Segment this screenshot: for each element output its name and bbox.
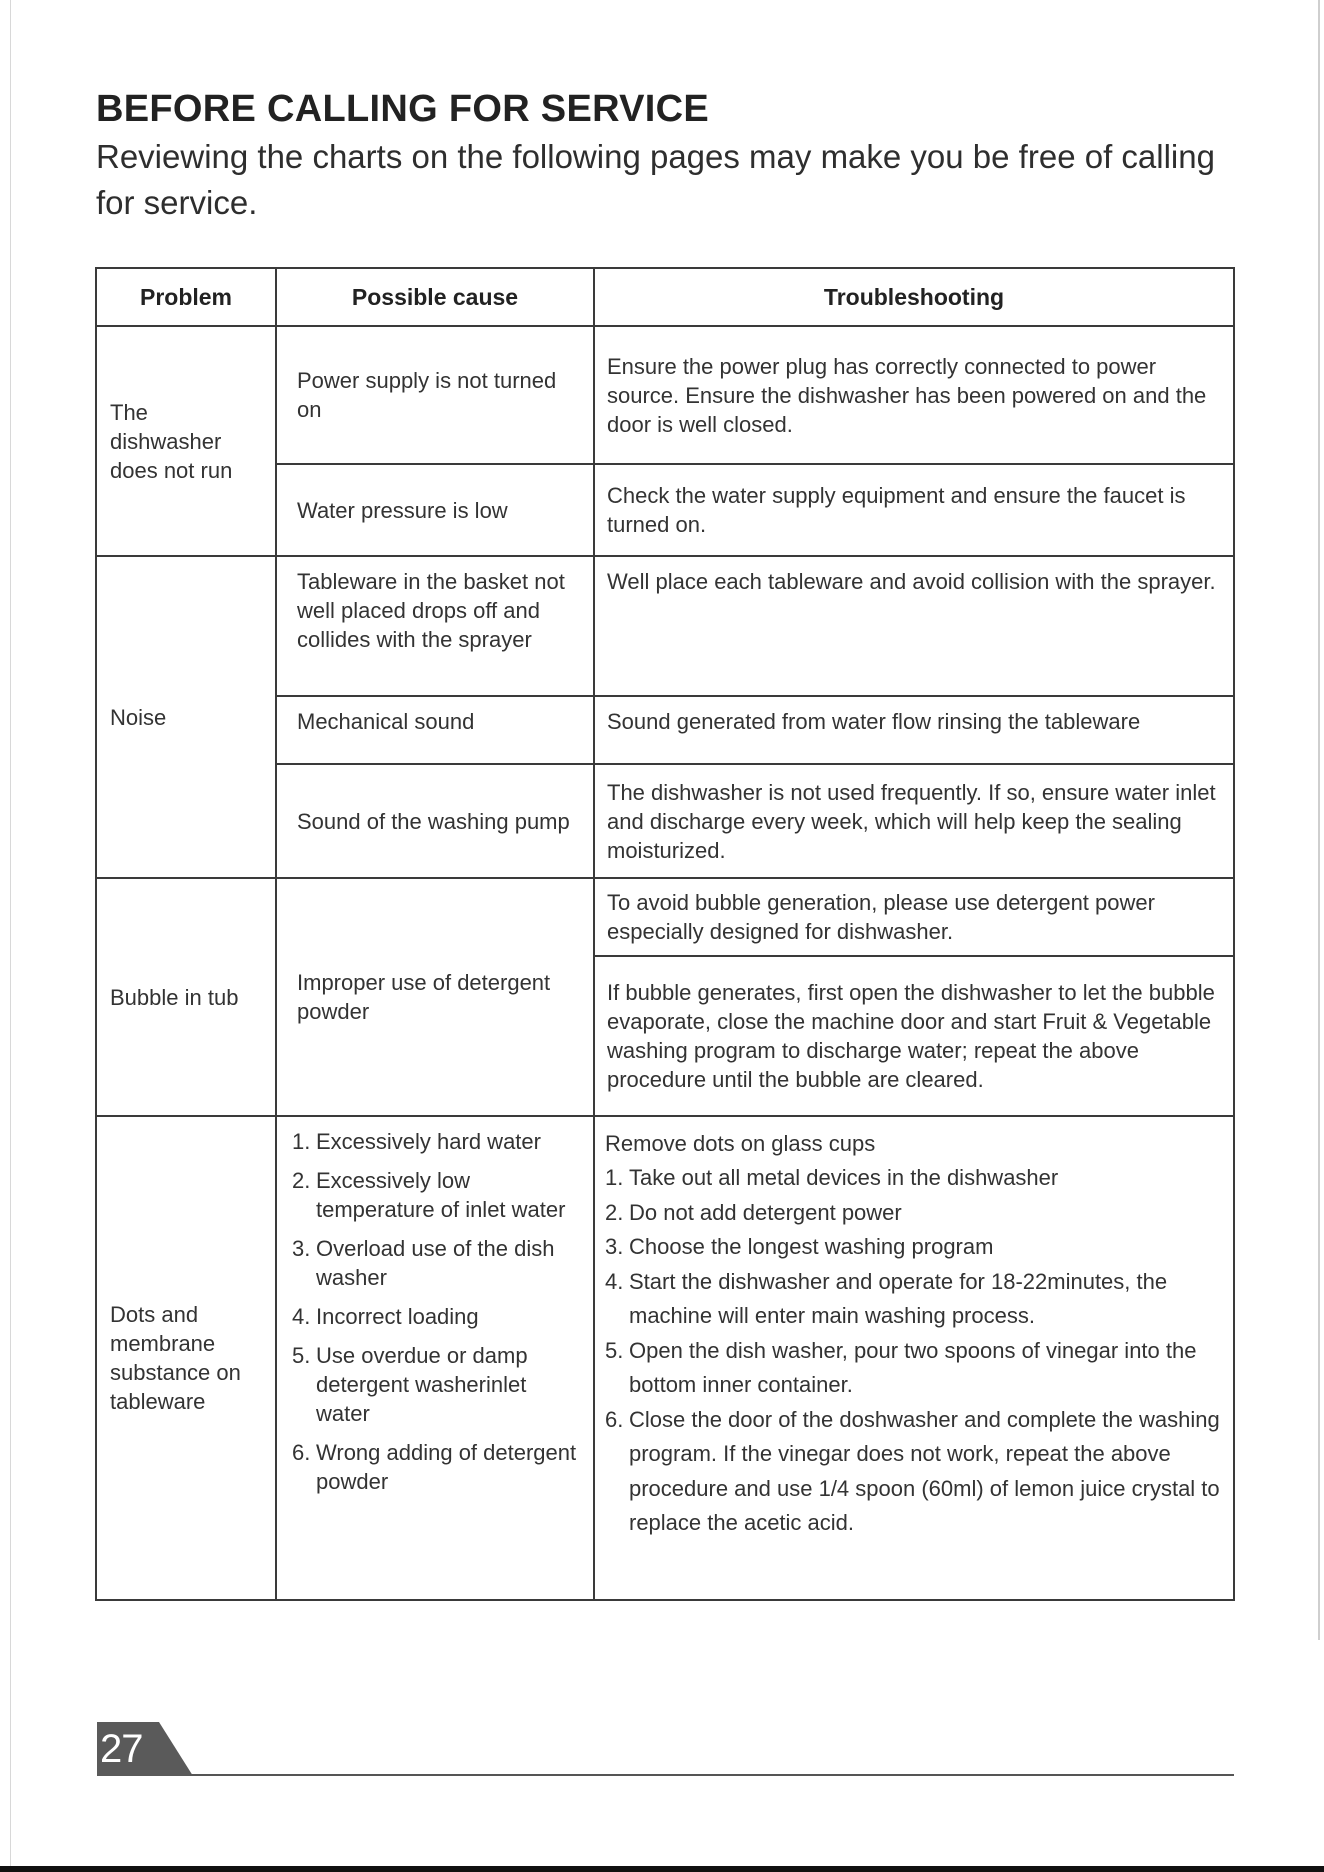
list-item-text: Do not add detergent power	[629, 1199, 902, 1225]
problem-cell-noise: Noise	[96, 556, 276, 878]
cause-cell: Tableware in the basket not well placed drops off and collides with the sprayer	[276, 556, 594, 696]
fix-list	[605, 1161, 1221, 1541]
fix-cell: If bubble generates, first open the dishwasher to let the bubble evaporate, close the machine door and start Fruit & Vegetable washing program to discharge water; repeat the above procedure until the bubble are cleared.	[594, 956, 1234, 1116]
list-item-number: 1.	[605, 1165, 624, 1190]
table-row	[96, 878, 1234, 956]
column-header-cause: Possible cause	[276, 268, 594, 326]
list-item-number: 5.	[605, 1337, 624, 1363]
cause-cell: Mechanical sound	[276, 696, 594, 764]
list-item-number: 6.	[605, 1406, 624, 1432]
list-item	[292, 1166, 581, 1224]
list-item-text: Excessively low temperature of inlet water	[316, 1168, 566, 1222]
list-item-text: Use overdue or damp detergent washerinlet water	[316, 1343, 528, 1426]
cause-list	[292, 1127, 581, 1496]
fix-cell: Ensure the power plug has correctly connected to power source. Ensure the dishwasher has been powered on and the door is well closed.	[594, 326, 1234, 464]
list-item-text: Overload use of the dish washer	[316, 1236, 555, 1290]
list-item	[292, 1438, 581, 1496]
list-item-text: Take out all metal devices in the dishwasher	[629, 1165, 1059, 1190]
table-row	[96, 1116, 1234, 1600]
fix-cell: The dishwasher is not used frequently. If so, ensure water inlet and discharge every week, which will help keep the sealing moisturized.	[594, 764, 1234, 878]
list-item-number: 3.	[605, 1234, 624, 1259]
page-left-edge	[10, 0, 11, 1872]
fix-cell: To avoid bubble generation, please use detergent power especially designed for dishwasher.	[594, 878, 1234, 956]
fix-cell: Well place each tableware and avoid collision with the sprayer.	[594, 556, 1234, 696]
list-item-text: Close the door of the doshwasher and complete the washing program. If the vinegar does not work, repeat the above procedure and use 1/4 spoon (60ml) of lemon juice crystal to replace the acetic acid.	[629, 1406, 1220, 1535]
list-item-number: 1.	[292, 1129, 311, 1154]
table-header-row	[96, 268, 1234, 326]
cause-list-cell	[276, 1116, 594, 1600]
list-item-number: 5.	[292, 1343, 311, 1368]
page-right-edge	[1318, 0, 1320, 1640]
problem-cell-dots: Dots and membrane substance on tableware	[96, 1116, 276, 1600]
list-item-number: 6.	[292, 1440, 311, 1465]
table-row	[96, 556, 1234, 696]
list-item-number: 2.	[292, 1168, 311, 1193]
list-item	[292, 1234, 581, 1292]
list-item	[605, 1265, 1221, 1334]
list-item	[605, 1403, 1221, 1541]
fix-cell: Check the water supply equipment and ensure the faucet is turned on.	[594, 464, 1234, 556]
list-item-number: 4.	[292, 1304, 311, 1329]
list-item-text: Excessively hard water	[316, 1129, 541, 1154]
cause-cell: Water pressure is low	[276, 464, 594, 556]
cause-cell: Power supply is not turned on	[276, 326, 594, 464]
list-item	[605, 1230, 1221, 1265]
footer-rule	[190, 1774, 1234, 1776]
fix-lead-text: Remove dots on glass cups	[605, 1131, 876, 1156]
list-item	[292, 1302, 581, 1331]
scan-bottom-edge	[0, 1866, 1324, 1872]
list-item-number: 3.	[292, 1236, 311, 1261]
cause-cell: Sound of the washing pump	[276, 764, 594, 878]
problem-cell-not-run: The dishwasher does not run	[96, 326, 276, 556]
fix-list-cell	[594, 1116, 1234, 1600]
fix-cell: Sound generated from water flow rinsing the tableware	[594, 696, 1234, 764]
page-title: BEFORE CALLING FOR SERVICE	[96, 88, 710, 130]
list-item-number: 2.	[605, 1199, 624, 1225]
cause-cell: Improper use of detergent powder	[276, 878, 594, 1116]
list-item-text: Incorrect loading	[316, 1304, 479, 1329]
problem-cell-bubble: Bubble in tub	[96, 878, 276, 1116]
list-item	[605, 1161, 1221, 1196]
table-row	[96, 326, 1234, 464]
list-item-text: Wrong adding of detergent powder	[316, 1440, 577, 1494]
list-item	[605, 1196, 1221, 1231]
list-item	[292, 1341, 581, 1428]
troubleshooting-table	[95, 267, 1235, 1601]
list-item-text: Choose the longest washing program	[629, 1234, 994, 1259]
list-item	[292, 1127, 581, 1156]
page-number: 27	[100, 1727, 143, 1771]
list-item	[605, 1334, 1221, 1403]
column-header-problem: Problem	[96, 268, 276, 326]
list-item-text: Start the dishwasher and operate for 18-22minutes, the machine will enter main washing process.	[629, 1268, 1168, 1328]
column-header-troubleshooting: Troubleshooting	[594, 268, 1234, 326]
intro-text: Reviewing the charts on the following pages may make you be free of calling for service.	[96, 138, 1215, 221]
list-item-number: 4.	[605, 1268, 624, 1294]
list-item-text: Open the dish washer, pour two spoons of vinegar into the bottom inner container.	[629, 1337, 1197, 1397]
